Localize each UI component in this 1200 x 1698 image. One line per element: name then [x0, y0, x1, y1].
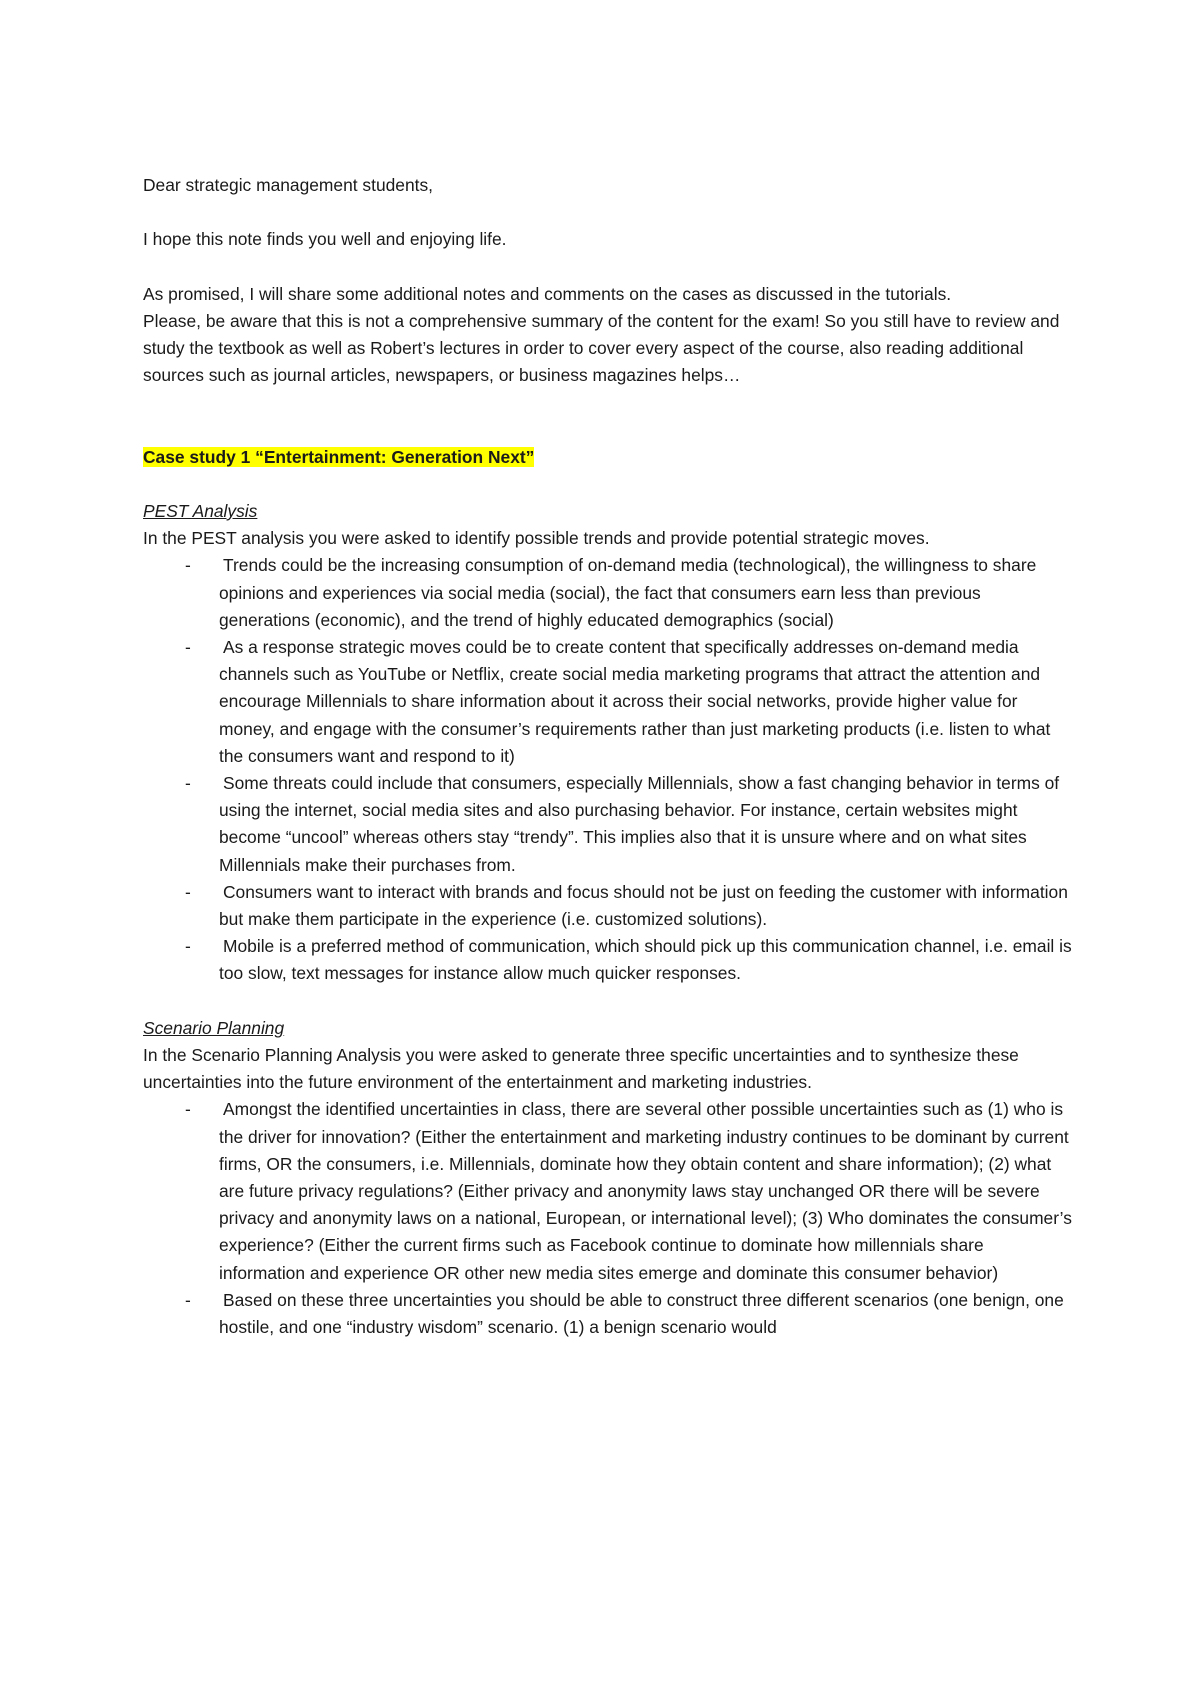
- list-item: [143, 770, 1073, 879]
- dash-bullet: -: [185, 936, 191, 957]
- spacer: [143, 988, 1073, 1015]
- case-study-title: Case study 1 “Entertainment: Generation Next”: [143, 446, 535, 467]
- dash-bullet: -: [185, 1099, 191, 1120]
- pest-intro: In the PEST analysis you were asked to identify possible trends and provide potential strategic moves.: [143, 528, 930, 549]
- pest-heading: PEST Analysis: [143, 500, 258, 521]
- dash-bullet: -: [185, 881, 191, 902]
- intro-paragraph: As promised, I will share some additional notes and comments on the cases as discussed in the tutorials.: [143, 283, 952, 304]
- dash-bullet: -: [185, 637, 191, 657]
- spacer: [143, 254, 1073, 281]
- document-body: [143, 172, 1073, 1341]
- list-item: [143, 933, 1073, 987]
- list-item: [143, 634, 1073, 770]
- disclaimer-paragraph: Please, be aware that this is not a comprehensive summary of the content for the exam! So you still have to review and study the textbook as well as Robert’s lectures in order to cover every aspect of the course, also reading additional sources such as journal articles, newspapers, or business magazines helps…: [143, 310, 1060, 386]
- list-item-text: As a response strategic moves could be to create content that specifically addresses on-demand media channels such as YouTube or Netflix, create social media marketing programs that attract the attention and encourage Millennials to share information about it across their social networks, provide higher value for money, and engage with the consumer’s requirements rather than just marketing products (i.e. listen to what the consumers want and respond to it): [219, 637, 1051, 766]
- list-item: [143, 1096, 1073, 1286]
- dash-bullet: -: [185, 1289, 191, 1310]
- list-item: [143, 1287, 1073, 1341]
- scenario-heading: Scenario Planning: [143, 1017, 285, 1038]
- list-item-text: Consumers want to interact with brands and focus should not be just on feeding the customer with information but make them participate in the experience (i.e. customized solutions).: [219, 881, 1068, 930]
- spacer: [143, 390, 1073, 444]
- list-item: [143, 879, 1073, 933]
- list-item: [143, 552, 1073, 634]
- scenario-intro: In the Scenario Planning Analysis you were asked to generate three specific uncertainties and to synthesize these uncertainties into the future environment of the entertainment and marketing industries.: [143, 1045, 1019, 1093]
- dash-bullet: -: [185, 773, 191, 794]
- list-item-text: Amongst the identified uncertainties in class, there are several other possible uncertainties such as (1) who is the driver for innovation? (Either the entertainment and marketing industry continues to be dominant by current firms, OR the consumers, i.e. Millennials, dominate how they obtain content and share information); (2) what are future privacy regulations? (Either privacy and anonymity laws stay unchanged OR there will be severe privacy and anonymity laws on a national, European, or international level); (3) Who dominates the consumer’s experience? (Either the current firms such as Facebook continue to dominate how millennials share information and experience OR other new media sites emerge and dominate this consumer behavior): [219, 1099, 1072, 1283]
- spacer: [143, 471, 1073, 498]
- case-study-title-line: [143, 444, 1073, 471]
- scenario-list: [143, 1096, 1073, 1341]
- salutation: Dear strategic management students,: [143, 175, 433, 195]
- dash-bullet: -: [185, 555, 191, 576]
- pest-list: [143, 552, 1073, 987]
- list-item-text: Based on these three uncertainties you should be able to construct three different scenarios (one benign, one hostile, and one “industry wisdom” scenario. (1) a benign scenario would: [219, 1289, 1064, 1338]
- spacer: [143, 199, 1073, 226]
- list-item-text: Mobile is a preferred method of communication, which should pick up this communication channel, i.e. email is too slow, text messages for instance allow much quicker responses.: [219, 936, 1072, 984]
- greeting-paragraph: I hope this note finds you well and enjoying life.: [143, 229, 507, 250]
- list-item-text: Some threats could include that consumers, especially Millennials, show a fast changing behavior in terms of using the internet, social media sites and also purchasing behavior. For instance, certain websites might become “uncool” whereas others stay “trendy”. This implies also that it is unsure where and on what sites Millennials make their purchases from.: [219, 773, 1060, 875]
- list-item-text: Trends could be the increasing consumption of on-demand media (technological), the willingness to share opinions and experiences via social media (social), the fact that consumers earn less than previous generations (economic), and the trend of highly educated demographics (social): [219, 555, 1037, 630]
